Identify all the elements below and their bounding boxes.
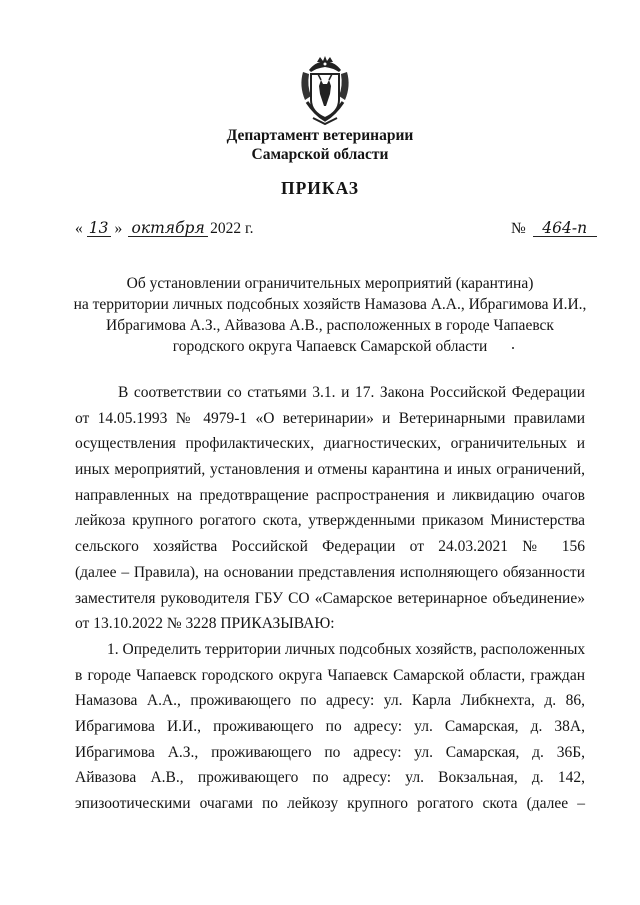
body-line: (далее – Правила), на основании представления исполняющего обязанности (75, 563, 585, 581)
body-line: Намазова А.А., проживающего по адресу: ул. Карла Либкнехта, д. 86, (75, 692, 585, 710)
body-line: заместителя руководителя ГБУ СО «Самарское ветеринарное объединение» (75, 589, 585, 607)
number-prefix: № (511, 220, 526, 237)
department-name-line1: Департамент ветеринарии (226, 127, 414, 144)
body-line: направленных на предотвращение распространения и ликвидацию очагов (75, 486, 585, 504)
department-name-line2: Самарской области (251, 146, 389, 163)
subject-line: Ибрагимова А.З., Айвазова А.В., расположенных в городе Чапаевск (106, 317, 554, 334)
subject-line: на территории личных подсобных хозяйств Намазова А.А., Ибрагимова И.И., (73, 296, 587, 313)
date-month-handwritten: октября (128, 220, 208, 237)
body-line: лейкоза крупного рогатого скота, утвержденными приказом Министерства (75, 512, 585, 530)
order-title: ПРИКАЗ (280, 178, 360, 198)
body-line: в городе Чапаевск городского округа Чапаевск Самарской области, граждан (75, 666, 585, 684)
body-line: от 13.10.2022 № 3228 ПРИКАЗЫВАЮ: (75, 615, 335, 633)
date-day-handwritten: 13 (87, 220, 111, 237)
body-line: В соответствии со статьями 3.1. и 17. Закона Российской Федерации (118, 384, 585, 401)
body-line: от 14.05.1993 № 4979-1 «О ветеринарии» и Ветеринарными правилами (75, 409, 585, 427)
order-subject (60, 273, 600, 357)
order-number (511, 220, 597, 238)
body-line: Ибрагимова А.З., проживающего по адресу: ул. Самарская, д. 36Б, (75, 743, 585, 761)
date-year: 2022 г. (210, 220, 254, 237)
order-body (75, 380, 585, 817)
subject-line: городского округа Чапаевск Самарской области (172, 338, 488, 355)
coat-of-arms-emblem (295, 56, 355, 126)
body-line: иных мероприятий, установления и отмены карантина и иных ограничений, (75, 461, 585, 479)
body-line: 1. Определить территории личных подсобных хозяйств, расположенных (107, 640, 586, 658)
order-date (75, 220, 253, 238)
stray-mark (512, 347, 514, 349)
body-line: осуществления профилактических, диагностических, ограничительных и (75, 435, 585, 453)
date-close-quote: » (114, 220, 123, 237)
date-open-quote: « (75, 220, 83, 237)
body-line: эпизоотическими очагами по лейкозу крупного рогатого скота (далее – (75, 795, 585, 812)
body-line: Айвазова А.В., проживающего по адресу: ул. Вокзальная, д. 142, (75, 769, 585, 787)
body-line: Ибрагимова И.И., проживающего по адресу: ул. Самарская, д. 38А, (75, 717, 585, 735)
subject-line: Об установлении ограничительных мероприятий (карантина) (126, 275, 534, 292)
body-line: сельского хозяйства Российской Федерации от 24.03.2021 № 156 (75, 538, 585, 556)
number-value-handwritten: 464-п (533, 220, 597, 237)
